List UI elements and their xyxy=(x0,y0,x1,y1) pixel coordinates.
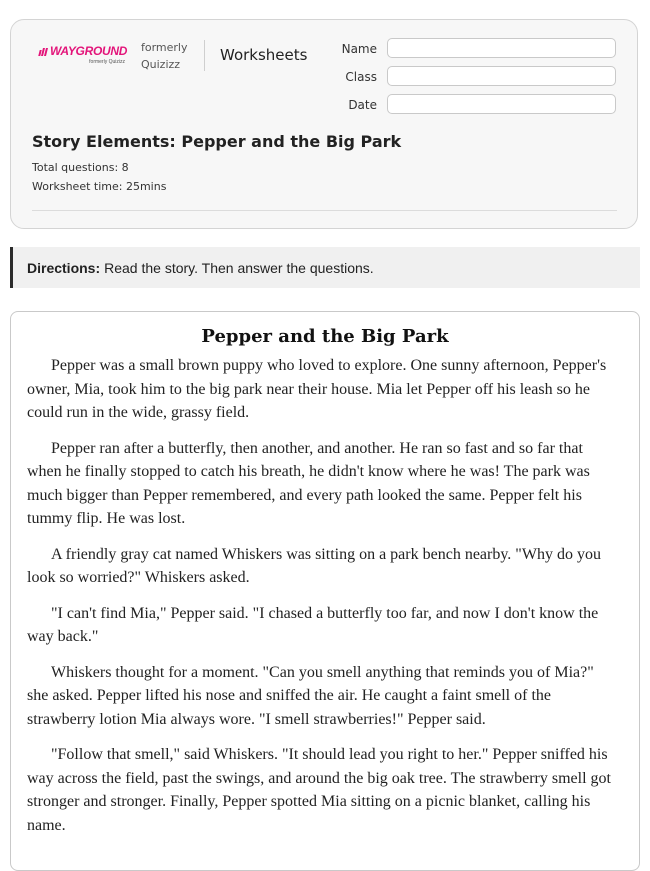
formerly-label: formerly Quizizz xyxy=(141,41,188,71)
header-bottom-divider xyxy=(32,210,617,211)
header-divider xyxy=(204,40,205,71)
section-title: Worksheets xyxy=(220,46,308,64)
story-passage xyxy=(10,311,640,871)
story-title: Pepper and the Big Park xyxy=(201,326,449,347)
worksheet-time: Worksheet time: 25mins xyxy=(32,180,167,193)
story-paragraph: Pepper ran after a butterfly, then another, and another. He ran so fast and so far that when he finally stopped to catch his breath, he didn't know where he was! The park was much bigger than Pepper remembered, and every path looked the same. Pepper felt his tummy flip. He was lost. xyxy=(27,439,590,527)
wayground-logo xyxy=(39,45,127,65)
class-label: Class xyxy=(345,70,377,84)
story-paragraph: Whiskers thought for a moment. "Can you smell anything that reminds you of Mia?" she asked. Pepper lifted his nose and sniffed the air. He caught a faint smell of the strawberry lotion Mia always wore. "I smell strawberries!" Pepper said. xyxy=(27,663,594,728)
story-paragraph: "I can't find Mia," Pepper said. "I chased a butterfly too far, and now I don't know the way back." xyxy=(27,604,599,645)
date-label: Date xyxy=(348,98,377,112)
worksheet-title: Story Elements: Pepper and the Big Park xyxy=(32,132,402,151)
total-questions: Total questions: 8 xyxy=(32,161,129,174)
logo-subtext: formerly Quizizz xyxy=(89,59,125,65)
logo-text: WAYGROUND xyxy=(50,44,128,58)
worksheet-header xyxy=(10,19,638,229)
directions-text: Read the story. Then answer the questions. xyxy=(104,259,374,276)
story-paragraph: Pepper was a small brown puppy who loved to explore. One sunny afternoon, Pepper's owner, Mia, took him to the big park near their house. Mia let Pepper off his leash so he could run in the wide, grassy field. xyxy=(27,357,607,421)
name-field[interactable] xyxy=(387,38,616,58)
directions-label: Directions: xyxy=(27,259,101,276)
directions-box xyxy=(10,247,640,288)
story-paragraph: A friendly gray cat named Whiskers was sitting on a park bench nearby. "Why do you look so worried?" Whiskers asked. xyxy=(27,545,601,586)
story-paragraph: "Follow that smell," said Whiskers. "It should lead you right to her." Pepper sniffed his way across the field, past the swings, and around the big oak tree. The strawberry smell got stronger and stronger. Finally, Pepper spotted Mia sitting on a picnic blanket, calling his name. xyxy=(27,746,611,834)
class-field[interactable] xyxy=(387,66,616,86)
logo-mark-icon xyxy=(39,48,47,56)
name-label: Name xyxy=(341,42,377,56)
date-field[interactable] xyxy=(387,94,616,114)
story-body xyxy=(27,354,619,849)
